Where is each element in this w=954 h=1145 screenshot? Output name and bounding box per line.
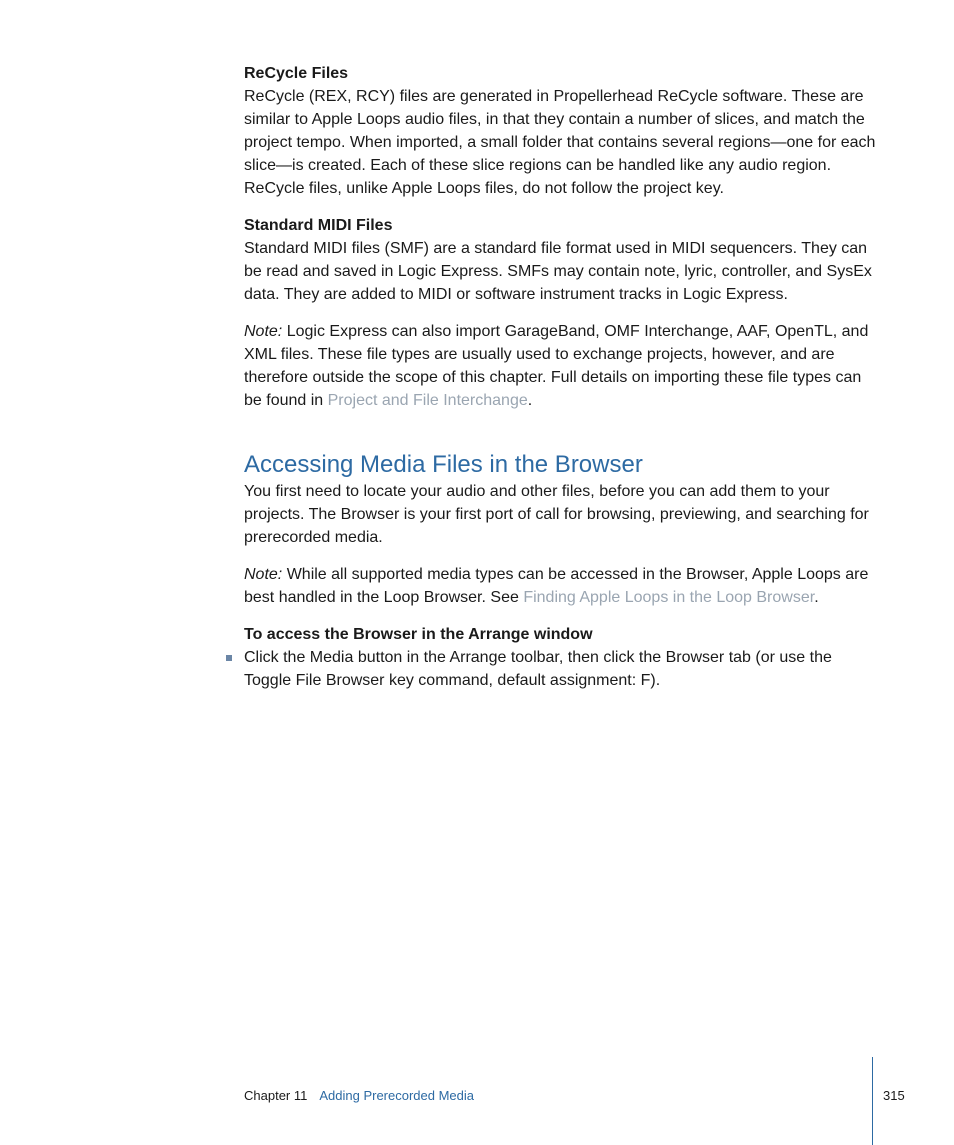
- task-bullet-text: Click the Media button in the Arrange toolbar, then click the Browser tab (or use the Toggle File Browser key command, default assignment: F).: [244, 649, 832, 689]
- recycle-body: ReCycle (REX, RCY) files are generated in Propellerhead ReCycle software. These are similar to Apple Loops audio files, in that they contain a number of slices, and match the project tempo. When imported, a small folder that contains several regions—one for each slice—is created. Each of these slice regions can be handled like any audio region. ReCycle files, unlike Apple Loops files, do not follow the project key.: [244, 88, 876, 197]
- page-content: [244, 62, 876, 692]
- link-finding-apple-loops[interactable]: Finding Apple Loops in the Loop Browser: [523, 589, 815, 606]
- task-heading: To access the Browser in the Arrange window: [244, 626, 593, 643]
- section-title: Accessing Media Files in the Browser: [244, 451, 643, 478]
- note-end: .: [527, 392, 533, 409]
- midi-heading: Standard MIDI Files: [244, 217, 393, 234]
- note-browser: [244, 563, 876, 609]
- note-import: [244, 320, 876, 412]
- recycle-heading: ReCycle Files: [244, 65, 349, 82]
- note-end: .: [814, 589, 819, 606]
- task-bullet-item: [244, 646, 876, 692]
- square-bullet-icon: [226, 655, 232, 661]
- note-text: Logic Express can also import GarageBand, OMF Interchange, AAF, OpenTL, and XML files. These file types are usually used to exchange projects, however, and are therefore outside the scope of this chapter. Full details on importing these file types can be found in: [244, 323, 869, 409]
- footer-chapter: Chapter 11: [244, 1088, 308, 1103]
- note-text: While all supported media types can be accessed in the Browser, Apple Loops are best handled in the Loop Browser. See: [244, 566, 869, 606]
- note-label: Note:: [244, 566, 283, 583]
- page-footer: [244, 1087, 474, 1105]
- footer-divider: [872, 1057, 873, 1145]
- note-label: Note:: [244, 323, 283, 340]
- link-project-file-interchange[interactable]: Project and File Interchange: [327, 392, 528, 409]
- section-intro: You first need to locate your audio and other files, before you can add them to your projects. The Browser is your first port of call for browsing, previewing, and searching for prerecorded media.: [244, 483, 869, 546]
- page-number: 315: [883, 1088, 905, 1103]
- midi-body: Standard MIDI files (SMF) are a standard file format used in MIDI sequencers. They can be read and saved in Logic Express. SMFs may contain note, lyric, controller, and SysEx data. They are added to MIDI or software instrument tracks in Logic Express.: [244, 240, 872, 303]
- footer-chapter-title: Adding Prerecorded Media: [319, 1088, 475, 1103]
